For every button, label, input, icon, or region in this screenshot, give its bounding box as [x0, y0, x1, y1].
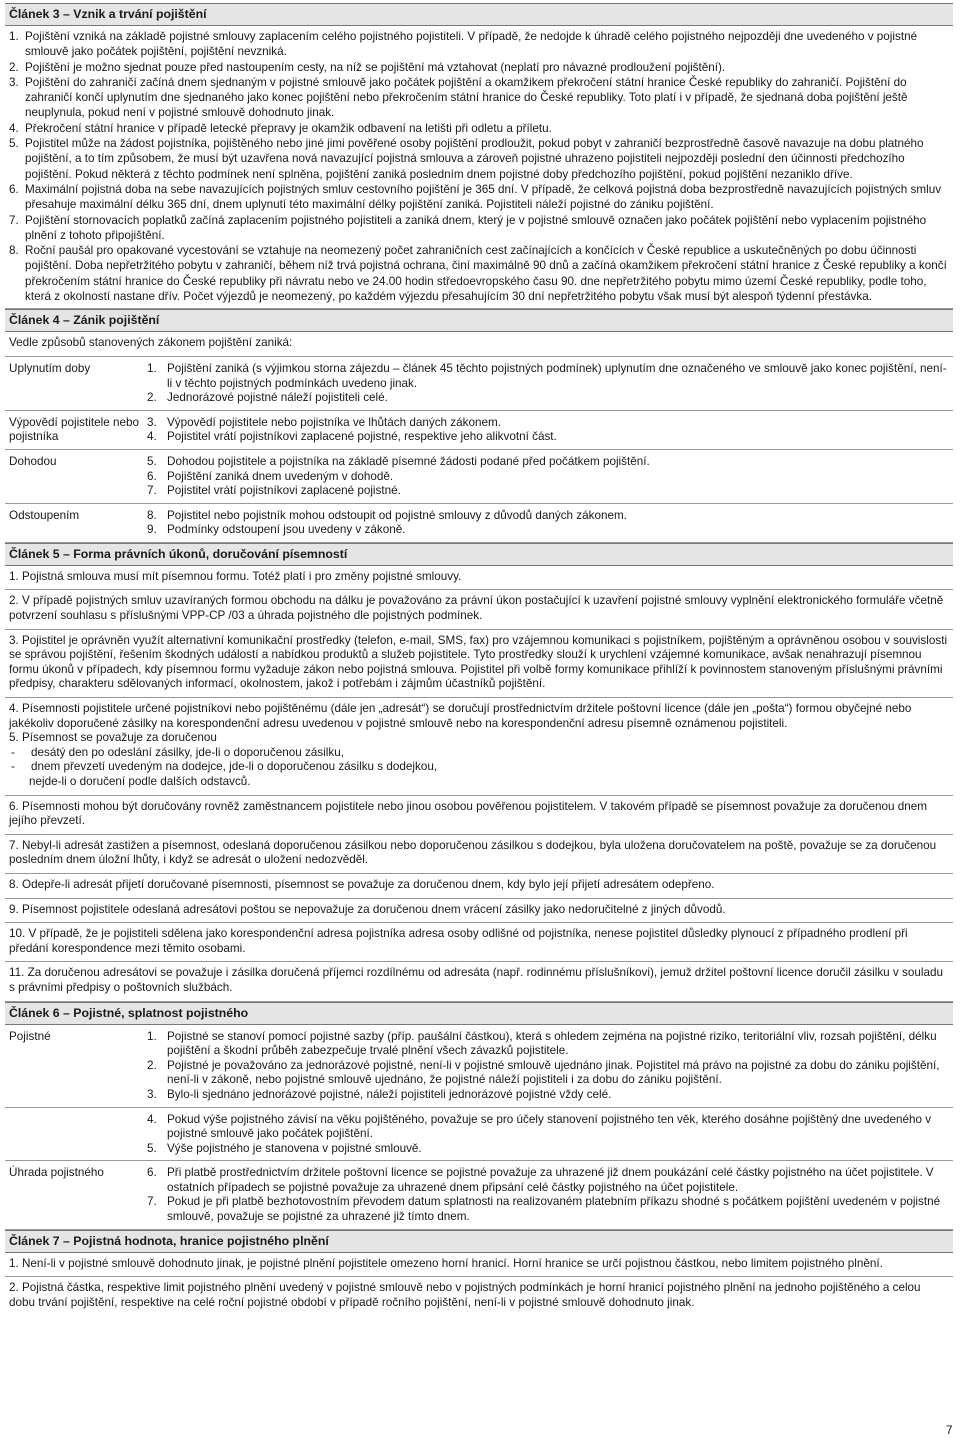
- dash-item: [9, 760, 948, 775]
- item-text: Pojistitel vrátí pojistníkovi zaplacené pojistné.: [167, 484, 401, 498]
- item-number: 9.: [147, 523, 157, 537]
- paragraph: 8. Odepře-li adresát přijetí doručované písemnosti, písemnost se považuje za doručenou dnem, kdy bylo její přijetí adresátem odepřeno.: [5, 874, 953, 899]
- row-label: Pojistné: [9, 1029, 51, 1043]
- item-text: Maximální pojistná doba na sebe navazujících pojistných smluv cestovního pojištění je 365 dní. V případě, že celková pojistná doba bezprostředně navazujících pojistných smluv přesahuje maximální délku 365 dní, dnem uplynutí této maximální délky pojištění zaniká. Pojistiteli náleží pojistné do zániku pojištění.: [25, 182, 942, 212]
- item-text: Pojištění do zahraničí začíná dnem sjednaným v pojistné smlouvě jako počátek pojištění a okamžikem překročení státní hranice České republiky do zahraničí. Pojištění do zahraničí končí uplynutím dne sjednaného jako konec pojištění nebo překročením státní hranice do České republiky. Toto platí i v případě, že sjednaná doba pojištění ještě neuplynula, pokud není v pojistné smlouvě dohodnuto jinak.: [25, 75, 908, 120]
- article-3-item: [9, 29, 948, 60]
- item-text: Výpovědí pojistitele nebo pojistníka ve lhůtách daných zákonem.: [167, 415, 501, 429]
- item-text: Pokud výše pojistného závisí na věku pojištěného, považuje se pro účely stanovení pojistného ten věk, kterého dosáhne pojištěný dne uvedeného v pojistné smlouvě jako počátek pojištění.: [167, 1112, 932, 1141]
- item-text: Jednorázové pojistné náleží pojistiteli celé.: [167, 391, 388, 405]
- item-number: 7.: [147, 1195, 157, 1209]
- list-item: [147, 391, 948, 406]
- row-content: [145, 1025, 953, 1107]
- row-label: [5, 1108, 145, 1161]
- item-number: 8.: [9, 244, 19, 258]
- paragraph: nejde-li o doručení podle dalších odstavců.: [29, 775, 251, 788]
- paragraph: 7. Nebyl-li adresát zastižen a písemnost, odeslaná doporučenou zásilkou nebo doporučenou zásilkou s dodejkou, byla uložena doručovatelem na poště, považuje se za doručenou posledním dnem úložní lhůty, i když se adresát o uložení nedozvěděl.: [5, 835, 953, 874]
- item-number: 4.: [147, 430, 157, 444]
- item-text: Pojistné je považováno za jednorázové pojistné, není-li v pojistné smlouvě ujednáno jinak. Pojistitel má právo na pojistné za dobu do zániku pojištění, není-li v zákoně, nebo pojistné smlouvě ujednáno, že pojistné náleží pojistiteli i za dobu do zániku pojištění.: [167, 1058, 940, 1087]
- paragraph-group: [5, 698, 953, 796]
- item-number: 2.: [147, 1058, 157, 1072]
- dash-text: dnem převzetí uvedeným na dodejce, jde-li o doporučenou zásilku s dodejkou,: [31, 760, 438, 774]
- dash-bullet: -: [11, 745, 15, 759]
- item-number: 6.: [147, 1166, 157, 1180]
- item-number: 1.: [9, 30, 19, 43]
- paragraph: 11. Za doručenou adresátovi se považuje i zásilka doručená příjemci rozdílnému od adresáta (např. rodinnému příslušníkovi), jemuž držitel poštovní licence doručil zásilku v souladu s právními předpisy o poštovních službách.: [9, 966, 943, 994]
- row-label: Dohodou: [9, 454, 57, 468]
- article-6-row: [5, 1161, 953, 1228]
- list-item: [147, 430, 948, 445]
- article-4-row: [5, 504, 953, 542]
- item-number: 2.: [9, 60, 19, 74]
- article-5: [5, 543, 953, 1002]
- item-text: Pojištění zaniká (s výjimkou storna zájezdu – článek 45 těchto pojistných podmínek) uplynutím dne označeného ve smlouvě jako konec pojištění, není-li v těchto pojistných podmínkách uvedeno jinak.: [167, 361, 947, 390]
- article-3: [5, 3, 953, 309]
- item-text: Dohodou pojistitele a pojistníka na základě písemné žádosti podané před počátkem pojištění.: [167, 454, 650, 468]
- page-number: 7: [946, 1424, 953, 1437]
- paragraph: 9. Písemnost pojistitele odeslaná adresátovi poštou se nepovažuje za doručenou dnem vrácení zásilky jako nedoručitelné z jiných důvodů.: [5, 899, 953, 924]
- paragraph: 4. Písemnosti pojistitele určené pojistníkovi nebo pojištěnému (dále jen „adresát“) se doručují prostřednictvím držitele poštovní licence (dále jen „pošta“) formou obyčejné nebo jakékoliv doporučené zásilky na korespondenční adresu uvedenou v pojistné smlouvě nebo na korespondenční adresu písemně oznámenou pojistiteli.: [9, 702, 912, 730]
- item-number: 7.: [147, 484, 157, 498]
- item-text: Výše pojistného je stanovena v pojistné smlouvě.: [167, 1141, 422, 1155]
- article-7: [5, 1230, 953, 1316]
- list-item: [147, 509, 948, 524]
- article-7-title: Článek 7 – Pojistná hodnota, hranice pojistného plnění: [5, 1230, 953, 1253]
- list-item: [147, 1166, 948, 1195]
- row-label: Výpovědí pojistitele nebo pojistníka: [9, 415, 139, 444]
- row-content: [145, 357, 953, 410]
- row-content: [145, 1108, 953, 1161]
- dash-text: desátý den po odeslání zásilky, jde-li o doporučenou zásilku,: [31, 745, 344, 759]
- row-content: [145, 504, 953, 542]
- document-page: [5, 3, 953, 1315]
- list-item: [147, 484, 948, 499]
- item-number: 6.: [147, 469, 157, 483]
- article-4-intro: Vedle způsobů stanovených zákonem pojištění zaniká:: [5, 332, 953, 357]
- article-3-title: Článek 3 – Vznik a trvání pojištění: [5, 3, 953, 26]
- item-text: Pojistné se stanoví pomocí pojistné sazby (příp. paušální částkou), která s ohledem zejména na pojistné riziko, teritoriální vliv, rozsah pojištění, délku pojištění a škodní průběh zabezpečuje trvalé plnění všech závazků pojistitele.: [167, 1029, 937, 1058]
- item-text: Pojištění zaniká dnem uvedeným v dohodě.: [167, 469, 394, 483]
- row-content: [145, 411, 953, 449]
- paragraph: 2. Pojistná částka, respektive limit pojistného plnění uvedený v pojistné smlouvě nebo v pojistných podmínkách je horní hranicí pojistného plnění na jednoho pojištěného a celou dobu trvání pojištění, respektive na celé roční pojistné období v případě ročního pojištění, není-li v pojistné smlouvě dohodnuto jinak.: [9, 1281, 921, 1309]
- list-item: [147, 416, 948, 431]
- article-3-body: [5, 26, 953, 308]
- item-number: 4.: [9, 121, 19, 135]
- article-5-title: Článek 5 – Forma právních úkonů, doručování písemností: [5, 543, 953, 566]
- item-text: Pokud je při platbě bezhotovostním převodem datum splatnosti na realizovaném platebním příkazu shodné s počátkem pojištění uvedeném v pojistné smlouvě, považuje se pojistné za uhrazené již tímto dnem.: [167, 1195, 941, 1224]
- list-item: [147, 1113, 948, 1142]
- item-number: 8.: [147, 508, 157, 522]
- item-number: 3.: [147, 415, 157, 429]
- article-6-row: [5, 1025, 953, 1108]
- item-text: Podmínky odstoupení jsou uvedeny v zákoně.: [167, 523, 406, 537]
- dash-item: [9, 746, 948, 761]
- item-number: 5.: [147, 1141, 157, 1155]
- item-text: Roční paušál pro opakované vycestování se vztahuje na neomezený počet zahraničních cest začínajících a končících v České republice a uskutečněných po dobu účinnosti pojištění. Doba nepřetržitého pobytu v zahraničí, během níž trvá pojistná ochrana, činí maximálně 90 dnů a začíná okamžikem překročení státní hranice z České republiky a končí překročením státní hranice do České republiky při návratu nebo ve 24.00 hodin středoevropského času 90. dne nepřetržitého pobytu mimo území České republiky, podle toho, která z okolností nastane dřív. Počet výjezdů je neomezený, po každém výjezdu přesahujícím 30 dní nepřetržitého pobytu však musí být alespoň týdenní přestávka.: [25, 244, 947, 304]
- list-item: [147, 470, 948, 485]
- row-label: Uplynutím doby: [9, 361, 91, 375]
- item-number: 5.: [147, 454, 157, 468]
- paragraph: 3. Pojistitel je oprávněn využít alternativní komunikační prostředky (telefon, e-mail, SMS, fax) pro vzájemnou komunikaci s pojistníkem, pojištěným a oprávněnou osobou v souvislosti se správou pojištění, řešením škodných událostí a nabídkou produktů a služeb pojistitele. Tyto prostředky slouží k urychlení vzájemné komunikace, avšak nenahrazují písemnou formu úkonů v případech, kdy písemnou formu vyžaduje zákon nebo pojistná smlouva. Pojistitel při volbě formy komunikace přihlíží k povinnostem stanoveným příslušnými právními předpisy, charakteru sdělovaných informací, okolnostem, jakož i potřebám i zájmům účastníků pojištění.: [5, 630, 953, 698]
- item-text: Pojištění stornovacích poplatků začíná zaplacením pojistného pojistiteli a zaniká dnem, který je v pojistné smlouvě označen jako počátek pojištění nebo vyplacením pojistného plnění z tohoto připojištění.: [25, 213, 927, 242]
- row-label: Úhrada pojistného: [9, 1166, 104, 1180]
- list-item: [147, 1059, 948, 1088]
- item-number: 1.: [147, 1029, 157, 1043]
- list-item: [147, 1030, 948, 1059]
- article-4: [5, 309, 953, 543]
- article-4-row: [5, 357, 953, 411]
- item-number: 6.: [9, 182, 19, 196]
- article-3-item: [9, 75, 948, 121]
- item-number: 5.: [9, 137, 19, 151]
- list-item: [147, 523, 948, 538]
- item-text: Překročení státní hranice v případě letecké přepravy je okamžik odbavení na letišti při odletu a příletu.: [25, 121, 552, 135]
- list-item: [147, 455, 948, 470]
- article-4-row: [5, 411, 953, 450]
- article-3-item: [9, 182, 948, 213]
- item-number: 1.: [147, 361, 157, 375]
- article-6: [5, 1002, 953, 1230]
- list-item: [147, 1195, 948, 1224]
- article-3-item: [9, 136, 948, 182]
- paragraph: 1. Pojistná smlouva musí mít písemnou formu. Totéž platí i pro změny pojistné smlouvy.: [5, 566, 953, 591]
- list-item: [147, 1142, 948, 1157]
- item-number: 3.: [147, 1087, 157, 1101]
- paragraph: 6. Písemnosti mohou být doručovány rovněž zaměstnancem pojistitele nebo jinou osobou pověřenou pojistitelem. V takovém případě se písemnost považuje za doručenou dnem jejího převzetí.: [5, 796, 953, 835]
- item-text: Pojistitel vrátí pojistníkovi zaplacené pojistné, respektive jeho alikvotní část.: [167, 430, 557, 444]
- row-label: Odstoupením: [9, 508, 80, 522]
- row-content: [145, 450, 953, 503]
- item-number: 3.: [9, 75, 19, 89]
- item-text: Pojištění vzniká na základě pojistné smlouvy zaplacením celého pojistného pojistiteli. V případě, že nedojde k úhradě celého pojistného nejpozději dne uvedeného v pojistné smlouvě jako počátek pojištění, pojištění nevzniká.: [25, 30, 918, 59]
- item-text: Pojistitel může na žádost pojistníka, pojištěného nebo jiné jimi pověřené osoby pojištění prodloužit, pokud pobyt v zahraničí bezprostředně časově navazuje na dobu platného pojištění, a to tím způsobem, že musí být uzavřena nová navazující pojistná smlouva a zároveň pojistné uhrazeno pojistiteli nejpozději poslední den účinnosti předchozího pojištění. Pokud některá z těchto podmínek není splněna, pojištění zaniká posledním dnem pojistné doby předchozího pojištění, pokud pojištění nezaniklo dříve.: [25, 137, 924, 181]
- paragraph: 5. Písemnost se považuje za doručenou: [9, 731, 217, 745]
- article-4-row: [5, 450, 953, 504]
- paragraph: 10. V případě, že je pojistiteli sdělena jako korespondenční adresa pojistníka adresa osoby odlišné od pojistníka, nenese pojistitel důsledky plynoucí z případného prodlení při předání korespondence mezi těmito osobami.: [5, 923, 953, 962]
- paragraph: 2. V případě pojistných smluv uzavíraných formou obchodu na dálku je považováno za právní úkon postačující k uzavření pojistné smlouvy vyplnění elektronického formuláře včetně potvrzení souhlasu s příslušnými VPP-CP /03 a úhrada pojistného dle pojistných podmínek.: [5, 590, 953, 629]
- article-3-item: [9, 213, 948, 244]
- article-4-title: Článek 4 – Zánik pojištění: [5, 309, 953, 332]
- article-3-item: [9, 121, 948, 136]
- paragraph: 1. Není-li v pojistné smlouvě dohodnuto jinak, je pojistné plnění pojistitele omezeno horní hranicí. Horní hranice se určí pojistnou částkou, nebo limitem pojistného plnění.: [5, 1253, 953, 1278]
- dash-bullet: -: [11, 760, 15, 774]
- item-number: 2.: [147, 391, 157, 405]
- row-content: [145, 1161, 953, 1228]
- item-text: Pojistitel nebo pojistník mohou odstoupit od pojistné smlouvy z důvodů daných zákonem.: [167, 508, 627, 522]
- article-3-item: [9, 60, 948, 75]
- list-item: [147, 1088, 948, 1103]
- item-text: Při platbě prostřednictvím držitele poštovní licence se pojistné považuje za uhrazené již dnem poukázání celé částky pojistného na účet pojistitele. V ostatních případech se pojistné považuje za uhrazené dnem připsání celé částky pojistného na účet pojistitele.: [167, 1166, 934, 1194]
- item-text: Bylo-li sjednáno jednorázové pojistné, náleží pojistiteli jednorázové pojistné vždy celé.: [167, 1087, 612, 1101]
- article-6-row: [5, 1108, 953, 1162]
- list-item: [147, 362, 948, 391]
- item-text: Pojištění je možno sjednat pouze před nastoupením cesty, na níž se pojištění má vztahovat (neplatí pro návazné prodloužení pojištění).: [25, 60, 726, 74]
- article-3-item: [9, 243, 948, 304]
- item-number: 4.: [147, 1112, 157, 1126]
- article-6-title: Článek 6 – Pojistné, splatnost pojistného: [5, 1002, 953, 1025]
- item-number: 7.: [9, 213, 19, 227]
